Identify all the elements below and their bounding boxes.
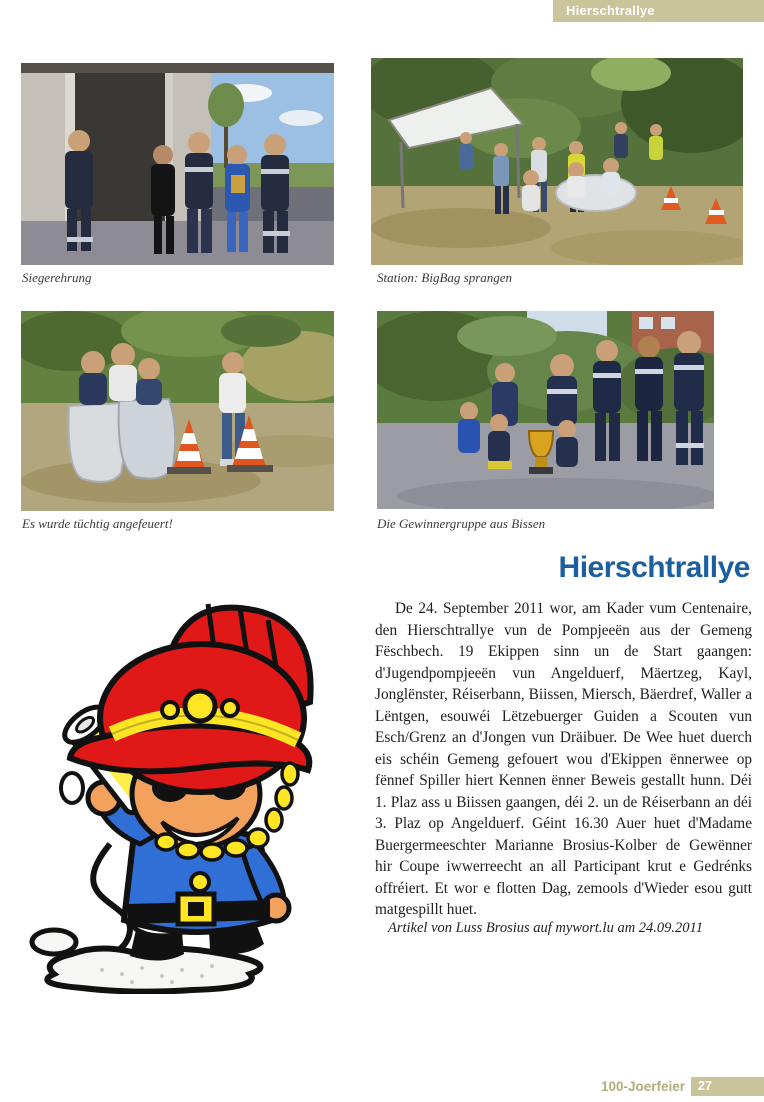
article-body: De 24. September 2011 wor, am Kader vum Centenaire, den Hierschtrallye vun de Pompjeeën aus der Gemeng Fëschbech. 19 Ekippen sinn un de Start gaangen: d'Jugendpompjeeën vun Angelduerf, Mäertzeg, Kayl, Jonglënster, Réiserbann, Biissen, Miersch, Bäerdref, Waller a Lëntgen, esouwéi Lëtzebuerger Guiden a Scouten vun Esch/Grenz an d'Jongen vun Dräibuer. De Wee huet duerch eis schéin Gemeng gefouert wou d'Ekippen ënnerwee op fënnef Spiller hiert Kennen ënner Beweis gestallt hunn. Déi 1. Plaz ass u Biissen gaangen, déi 2. un de Réiserbann an déi 3. Plaz op Angelduerf. Géint 16.30 Auer huet d'Madame Buergermeeschter Marianne Brosius-Kolber de Gewënner hir Coupe iwwerreecht an all Participant krut e Gedrénks offréiert. Et wor e flotten Dag, zemools d'Wieder esou gutt matgespillt huet.	[375, 600, 752, 918]
photo-sack-race-image	[21, 311, 334, 511]
photo-caption-4: Die Gewinnergruppe aus Bissen	[377, 516, 546, 531]
photo-award-ceremony	[21, 63, 334, 265]
photo-winning-group	[377, 311, 714, 509]
photo-winning-group-image	[377, 311, 714, 509]
page-number: 27	[698, 1079, 712, 1093]
photo-bigbag-station-image	[371, 58, 743, 265]
photo-award-ceremony-image	[21, 63, 334, 265]
trophy	[529, 431, 553, 474]
page-header-tab	[553, 0, 764, 22]
article-title: Hierschtrallye	[558, 551, 750, 584]
footer-section-label: 100-Joerfeier	[600, 1079, 685, 1094]
photo-caption-3: Es wurde tüchtig angefeuert!	[22, 516, 173, 531]
photo-caption-2: Station: BigBag sprangen	[377, 270, 513, 285]
photo-sack-race	[21, 311, 334, 511]
article-attribution: Artikel von Luss Brosius auf mywort.lu am 24.09.2011	[388, 920, 703, 936]
firefighter-mascot-image	[12, 582, 374, 994]
photo-caption-1: Siegerehrung	[22, 270, 92, 285]
header-tab-label: Hierschtrallye	[566, 3, 655, 18]
page-number-box	[691, 1077, 764, 1096]
firefighter-mascot-illustration	[12, 582, 374, 994]
photo-bigbag-station	[371, 58, 743, 265]
